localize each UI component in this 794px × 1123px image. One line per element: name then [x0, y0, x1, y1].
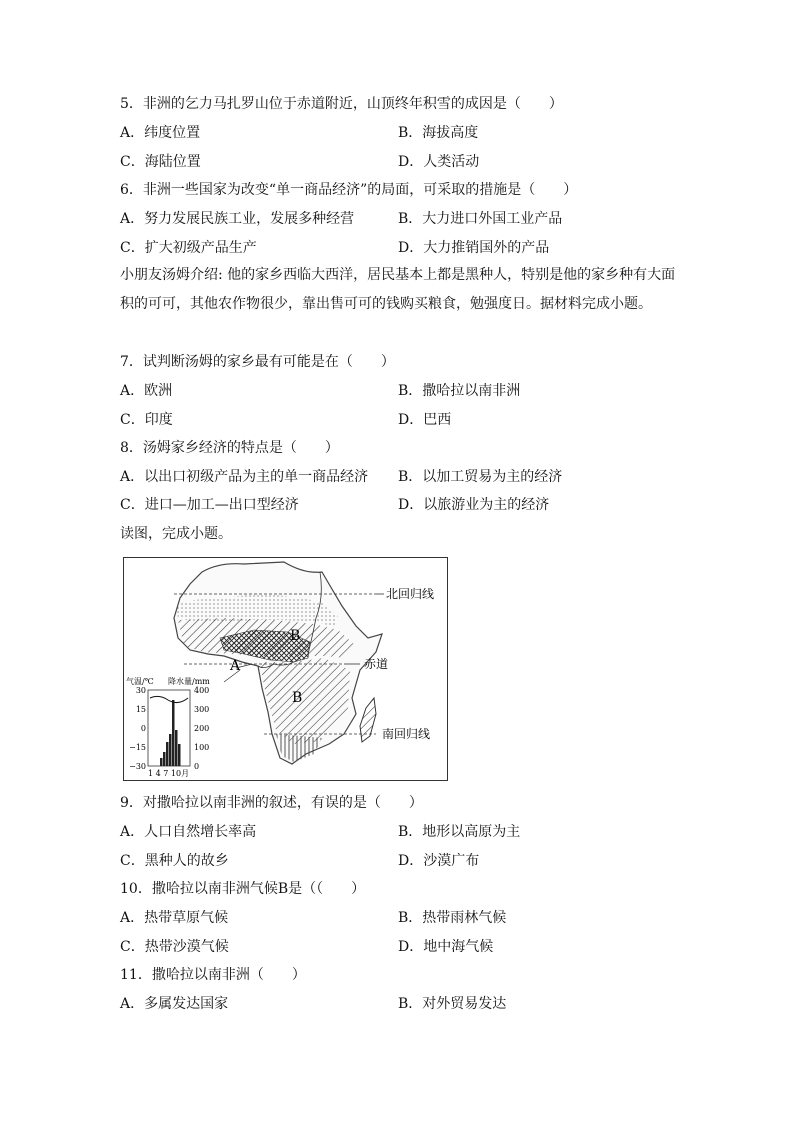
q7-option-b: B．撒哈拉以南非洲 — [398, 383, 521, 399]
q8-option-d: D．以旅游业为主的经济 — [398, 497, 550, 513]
read-map-instruction: 读图，完成小题。 — [120, 526, 232, 542]
month-ticks: 1 4 7 10月 — [148, 769, 190, 778]
q9-option-c: C．黑种人的故乡 — [120, 853, 229, 869]
q8-option-b: B．以加工贸易为主的经济 — [398, 469, 563, 485]
question-9-stem: 9．对撒哈拉以南非洲的叙述，有误的是（ ） — [120, 795, 423, 811]
q10-option-c: C．热带沙漠气候 — [120, 939, 229, 955]
madagascar-island — [360, 698, 376, 742]
q11-option-a: A．多属发达国家 — [120, 996, 229, 1012]
question-8-stem: 8．汤姆家乡经济的特点是（ ） — [120, 440, 339, 456]
precip-tick: 200 — [194, 724, 210, 733]
question-11-stem: 11．撒哈拉以南非洲（ ） — [120, 967, 306, 983]
precip-tick: 400 — [194, 686, 210, 695]
question-10-stem: 10．撒哈拉以南非洲气候B是（（ ） — [120, 881, 366, 897]
q8-option-c: C．进口—加工—出口型经济 — [120, 497, 299, 513]
q6-option-c: C．扩大初级产品生产 — [120, 240, 257, 256]
q8-option-a: A．以出口初级产品为主的单一商品经济 — [120, 469, 369, 485]
map-label-b-north: B — [290, 628, 301, 644]
q5-option-d: D．人类活动 — [398, 154, 480, 170]
material-paragraph: 小朋友汤姆介绍: 他的家乡西临大西洋，居民基本上都是黑种人，特别是他的家乡种有大面积的可可，其他农作物很少，靠出售可可的钱购买粮食，勉强度日。据材料完成小题。 — [120, 267, 676, 312]
temp-tick: −30 — [129, 762, 146, 771]
q5-option-c: C．海陆位置 — [120, 154, 201, 170]
q11-option-b: B．对外贸易发达 — [398, 996, 507, 1012]
q9-option-d: D．沙漠广布 — [398, 853, 480, 869]
map-label-b-south: B — [292, 690, 303, 706]
precip-tick: 0 — [194, 762, 200, 771]
question-5-stem: 5．非洲的乞力马扎罗山位于赤道附近，山顶终年积雪的成因是（ ） — [120, 96, 563, 112]
q10-option-a: A．热带草原气候 — [120, 910, 229, 926]
temp-tick: 15 — [135, 705, 146, 714]
q6-option-d: D．大力推销国外的产品 — [398, 240, 550, 256]
tropic-of-cancer-label: 北回归线 — [386, 587, 435, 601]
precip-tick: 100 — [194, 743, 210, 752]
q7-option-d: D．巴西 — [398, 412, 452, 428]
q7-option-c: C．印度 — [120, 412, 173, 428]
question-7-stem: 7．试判断汤姆的家乡最有可能是在（ ） — [120, 354, 395, 370]
question-6-stem: 6．非洲一些国家为改变“单一商品经济”的局面，可采取的措施是（ ） — [120, 182, 578, 198]
tropic-of-capricorn-label: 南回归线 — [382, 727, 431, 741]
precip-tick: 300 — [194, 705, 210, 714]
q6-option-b: B．大力进口外国工业产品 — [398, 211, 563, 227]
q10-option-b: B．热带雨林气候 — [398, 910, 507, 926]
q7-option-a: A．欧洲 — [120, 383, 173, 399]
map-label-a: A — [230, 658, 241, 674]
equator-label: 赤道 — [364, 657, 389, 671]
climate-chart-inset — [126, 676, 210, 778]
q9-option-a: A．人口自然增长率高 — [120, 824, 257, 840]
temp-tick: 0 — [140, 724, 146, 733]
q9-option-b: B．地形以高原为主 — [398, 824, 521, 840]
map-svg — [124, 558, 447, 780]
temp-tick: 30 — [135, 686, 146, 695]
q6-option-a: A．努力发展民族工业，发展多种经营 — [120, 211, 355, 227]
q5-option-a: A．纬度位置 — [120, 125, 201, 141]
temp-tick: −15 — [129, 743, 146, 752]
q10-option-d: D．地中海气候 — [398, 939, 494, 955]
temp-axis-label: 气温/℃ — [126, 677, 154, 686]
precip-axis-label: 降水量/mm — [168, 677, 210, 686]
q5-option-b: B．海拔高度 — [398, 125, 479, 141]
africa-climate-map — [123, 557, 448, 781]
